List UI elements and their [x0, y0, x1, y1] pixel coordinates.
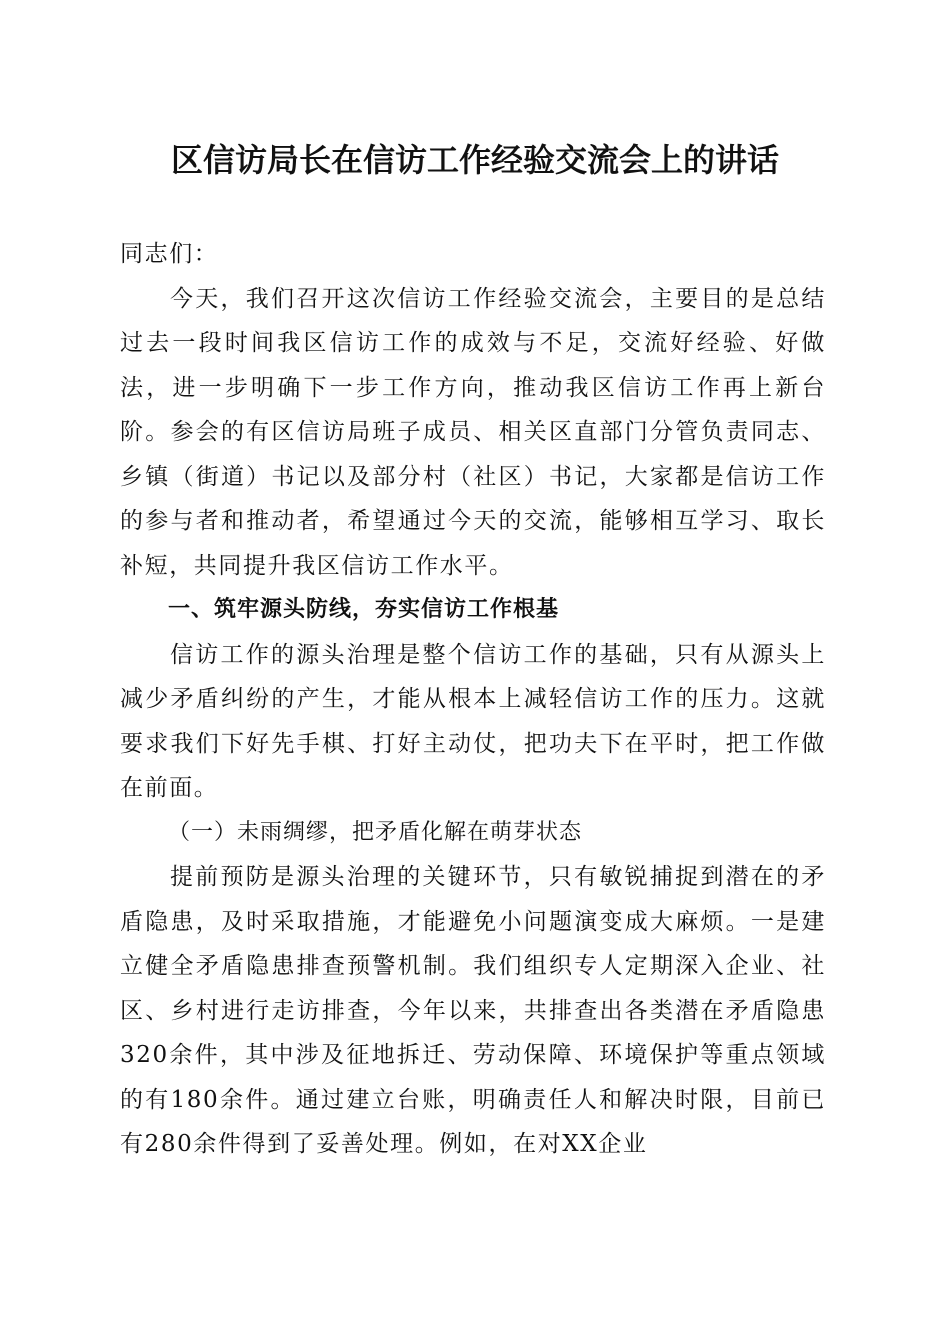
section-1-heading: 一、筑牢源头防线，夯实信访工作根基	[168, 597, 560, 622]
subsection-1-paragraph: 提前预防是源头治理的关键环节，只有敏锐捕捉到潜在的矛盾隐患，及时采取措施，才能避免小问题演变成大麻烦。一是建立健全矛盾隐患排查预警机制。我们组织专人定期深入企业、社区、乡村进行走访排查，今年以来，共排查出各类潜在矛盾隐患320余件，其中涉及征地拆迁、劳动保障、环境保护等重点领域的有180余件。通过建立台账，明确责任人和解决时限，目前已有280余件得到了妥善处理。例如，在对XX企业	[120, 864, 826, 1157]
section-1-paragraph: 信访工作的源头治理是整个信访工作的基础，只有从源头上减少矛盾纠纷的产生，才能从根本上减轻信访工作的压力。这就要求我们下好先手棋、打好主动仗，把功夫下在平时，把工作做在前面。	[120, 641, 826, 801]
document-body	[120, 232, 826, 1167]
intro-paragraph: 今天，我们召开这次信访工作经验交流会，主要目的是总结过去一段时间我区信访工作的成效与不足，交流好经验、好做法，进一步明确下一步工作方向，推动我区信访工作再上新台阶。参会的有区信访局班子成员、相关区直部门分管负责同志、乡镇（街道）书记以及部分村（社区）书记，大家都是信访工作的参与者和推动者，希望通过今天的交流，能够相互学习、取长补短，共同提升我区信访工作水平。	[120, 285, 826, 579]
salutation: 同志们：	[120, 241, 219, 267]
subsection-1-heading: （一）未雨绸缪，把矛盾化解在萌芽状态	[168, 819, 583, 845]
document-title: 区信访局长在信访工作经验交流会上的讲话	[170, 141, 779, 179]
